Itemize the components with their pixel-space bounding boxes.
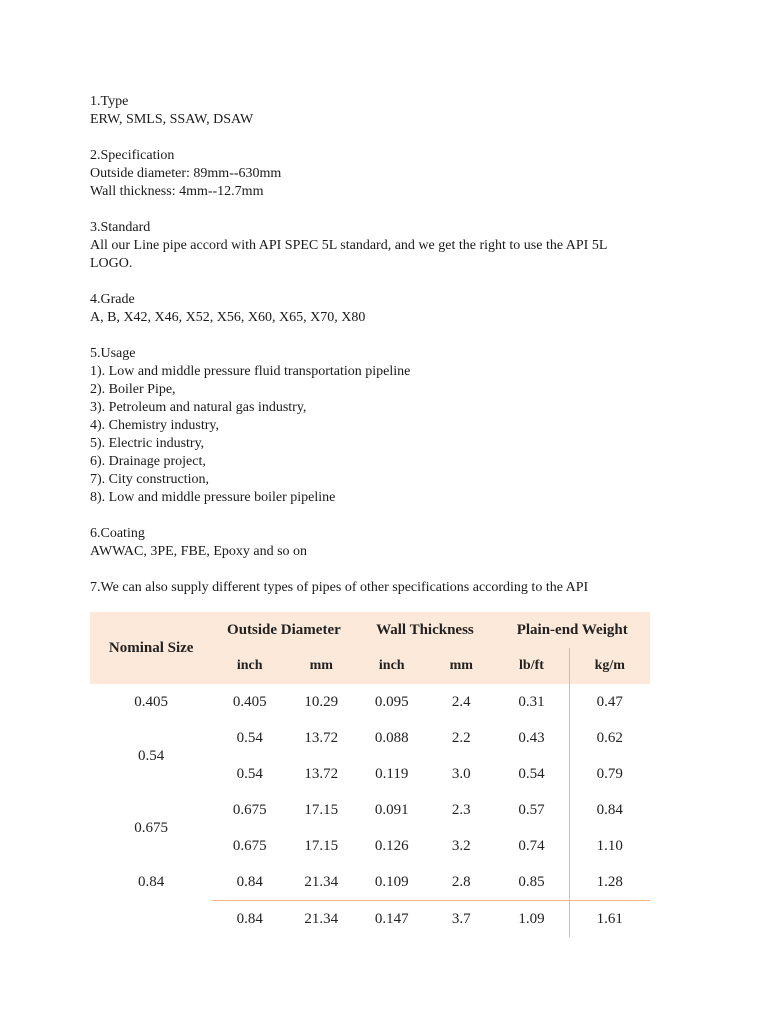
section-text: ERW, SMLS, SSAW, DSAW xyxy=(90,112,254,127)
cell-kg-m: 1.61 xyxy=(569,901,650,938)
nominal-size-empty-cell xyxy=(90,901,212,938)
usage-item: 3). Petroleum and natural gas industry, xyxy=(90,400,307,415)
subheader-wt-inch: inch xyxy=(378,658,405,673)
pipe-spec-table xyxy=(90,612,650,937)
table-row xyxy=(90,792,650,828)
nominal-size-cell: 0.84 xyxy=(138,873,165,890)
cell-wt-inch: 0.147 xyxy=(355,901,428,938)
nominal-size-cell: 0.405 xyxy=(134,693,169,710)
cell-lb-ft: 0.54 xyxy=(494,756,569,792)
cell-wt-inch: 0.095 xyxy=(374,693,409,710)
cell-od-inch: 0.54 xyxy=(236,729,263,746)
section-heading: 4.Grade xyxy=(90,292,135,307)
cell-kg-m: 0.79 xyxy=(596,765,623,782)
subheader-lb-ft: lb/ft xyxy=(494,648,569,684)
document-body xyxy=(90,93,680,615)
cell-lb-ft: 0.31 xyxy=(494,684,569,720)
section-heading: 6.Coating xyxy=(90,526,145,541)
cell-kg-m: 0.62 xyxy=(596,729,623,746)
section-heading: 1.Type xyxy=(90,94,129,109)
cell-od-inch: 0.405 xyxy=(232,693,267,710)
section-heading: 7.We can also supply different types of pipes of other specifications according to the API xyxy=(90,580,589,595)
cell-lb-ft: 0.74 xyxy=(494,828,569,864)
section-text: A, B, X42, X46, X52, X56, X60, X65, X70, X80 xyxy=(90,310,366,325)
cell-od-mm: 13.72 xyxy=(304,729,339,746)
usage-item: 7). City construction, xyxy=(90,472,209,487)
cell-wt-inch: 0.109 xyxy=(374,873,409,890)
usage-item: 8). Low and middle pressure boiler pipeline xyxy=(90,490,336,505)
header-nominal-size: Nominal Size xyxy=(108,639,194,656)
cell-od-mm: 10.29 xyxy=(304,693,339,710)
cell-od-mm: 17.15 xyxy=(304,837,339,854)
usage-item: 1). Low and middle pressure fluid transportation pipeline xyxy=(90,364,411,379)
subheader-kg-m: kg/m xyxy=(594,658,625,673)
header-plain-end-weight: Plain-end Weight xyxy=(516,621,628,638)
header-wall-thickness: Wall Thickness xyxy=(376,621,474,638)
cell-lb-ft: 0.85 xyxy=(494,864,569,901)
section-standard xyxy=(90,219,680,273)
table-row xyxy=(90,684,650,720)
cell-wt-mm: 2.8 xyxy=(451,873,471,890)
cell-wt-mm: 3.0 xyxy=(451,765,471,782)
cell-kg-m: 1.28 xyxy=(596,873,623,890)
section-usage xyxy=(90,345,680,507)
cell-wt-mm: 2.2 xyxy=(451,729,471,746)
section-text: All our Line pipe accord with API SPEC 5L standard, and we get the right to use the API 5L xyxy=(90,238,608,253)
cell-wt-mm: 2.3 xyxy=(451,801,471,818)
table-row xyxy=(90,720,650,756)
cell-od-inch: 0.675 xyxy=(232,801,267,818)
pipe-spec-table-container xyxy=(90,612,650,932)
section-text: AWWAC, 3PE, FBE, Epoxy and so on xyxy=(90,544,308,559)
table-header-row xyxy=(90,612,650,648)
table-row xyxy=(90,864,650,901)
section-text: Outside diameter: 89mm--630mm xyxy=(90,166,282,181)
cell-od-inch: 0.54 xyxy=(236,765,263,782)
cell-kg-m: 0.47 xyxy=(596,693,623,710)
table-row xyxy=(90,901,650,938)
usage-item: 4). Chemistry industry, xyxy=(90,418,219,433)
header-outside-diameter: Outside Diameter xyxy=(227,621,341,638)
cell-kg-m: 0.84 xyxy=(596,801,623,818)
usage-item: 2). Boiler Pipe, xyxy=(90,382,176,397)
section-text: Wall thickness: 4mm--12.7mm xyxy=(90,184,264,199)
cell-wt-inch: 0.088 xyxy=(374,729,409,746)
section-heading: 5.Usage xyxy=(90,346,136,361)
cell-wt-mm: 3.2 xyxy=(451,837,471,854)
cell-od-inch: 0.84 xyxy=(236,873,263,890)
cell-lb-ft: 0.57 xyxy=(494,792,569,828)
cell-wt-mm: 2.4 xyxy=(451,693,471,710)
section-heading: 2.Specification xyxy=(90,148,175,163)
cell-od-mm: 21.34 xyxy=(304,873,339,890)
cell-od-inch: 0.675 xyxy=(232,837,267,854)
cell-kg-m: 1.10 xyxy=(596,837,623,854)
section-text: LOGO. xyxy=(90,256,133,271)
nominal-size-cell: 0.675 xyxy=(134,819,169,836)
cell-wt-inch: 0.119 xyxy=(375,765,409,782)
cell-od-mm: 21.34 xyxy=(287,901,355,938)
cell-wt-inch: 0.091 xyxy=(374,801,409,818)
nominal-size-cell: 0.54 xyxy=(138,747,165,764)
usage-item: 5). Electric industry, xyxy=(90,436,205,451)
subheader-od-mm: mm xyxy=(309,658,333,673)
usage-item: 6). Drainage project, xyxy=(90,454,206,469)
cell-od-mm: 17.15 xyxy=(304,801,339,818)
section-grade xyxy=(90,291,680,327)
cell-lb-ft: 1.09 xyxy=(494,901,569,938)
cell-wt-mm: 3.7 xyxy=(428,901,494,938)
section-coating xyxy=(90,525,680,561)
section-specification xyxy=(90,147,680,201)
subheader-wt-mm: mm xyxy=(449,658,473,673)
section-other xyxy=(90,579,680,597)
subheader-od-inch: inch xyxy=(236,658,263,673)
section-heading: 3.Standard xyxy=(90,220,151,235)
cell-lb-ft: 0.43 xyxy=(494,720,569,756)
cell-wt-inch: 0.126 xyxy=(374,837,409,854)
section-type xyxy=(90,93,680,129)
cell-od-mm: 13.72 xyxy=(304,765,339,782)
cell-od-inch: 0.84 xyxy=(212,901,287,938)
